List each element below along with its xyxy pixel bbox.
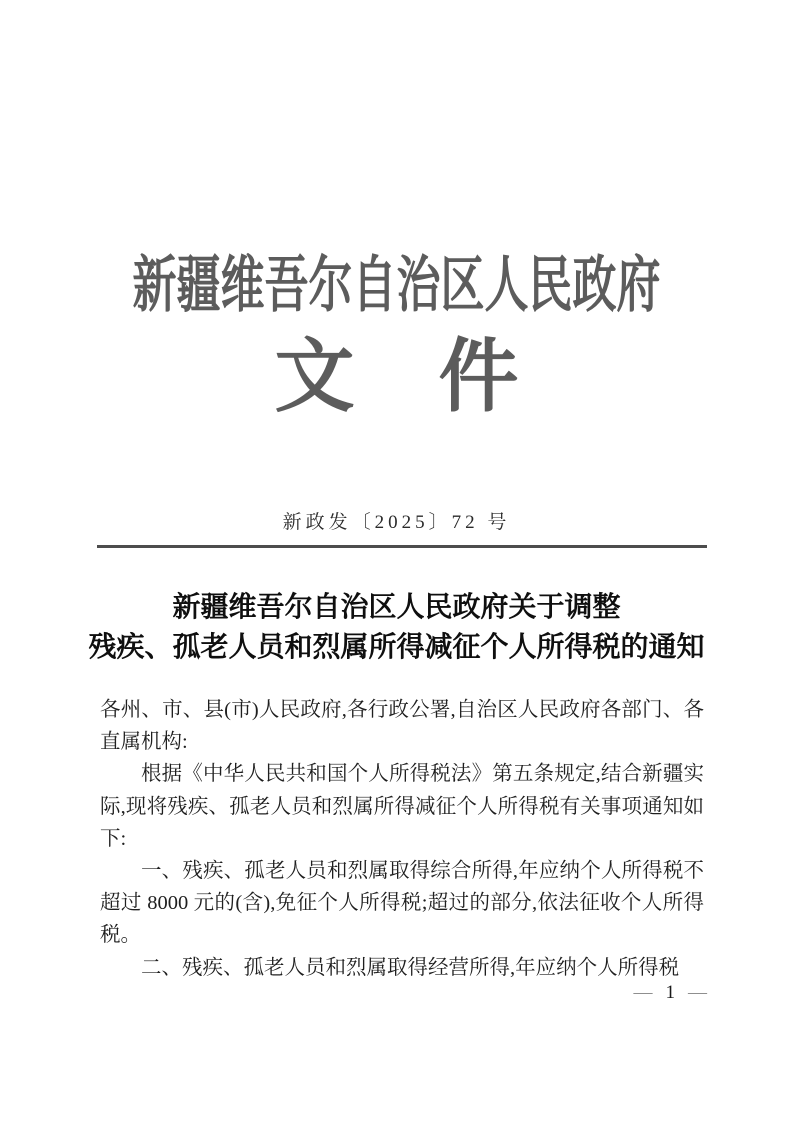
body-paragraph: 根据《中华人民共和国个人所得税法》第五条规定,结合新疆实际,现将残疾、孤老人员和烈属所得减征个人所得税有关事项通知如下:: [100, 763, 704, 850]
page-number-right-dash: —: [688, 982, 707, 1003]
page-number-value: 1: [665, 982, 675, 1003]
document-title-line2: 残疾、孤老人员和烈属所得减征个人所得税的通知: [88, 632, 705, 663]
doc-type-char-jian: 件: [438, 334, 519, 422]
document-title: [85, 588, 708, 668]
body-paragraph: 二、残疾、孤老人员和烈属取得经营所得,年应纳个人所得税: [141, 956, 680, 979]
letterhead-separator-line: [97, 545, 707, 548]
page-number-left-dash: —: [633, 982, 653, 1003]
doc-type-char-wen: 文: [274, 334, 355, 422]
salutation: 各州、市、县(市)人民政府,各行政公署,自治区人民政府各部门、各直属机构:: [100, 699, 704, 754]
document-reference-number: 新政发〔2025〕72 号: [282, 512, 511, 533]
issuing-authority-name: 新疆维吾尔自治区人民政府: [132, 251, 661, 320]
document-title-line1: 新疆维吾尔自治区人民政府关于调整: [172, 592, 621, 623]
document-type-label: [0, 334, 793, 422]
body-paragraph: 一、残疾、孤老人员和烈属取得综合所得,年应纳个人所得税不超过 8000 元的(含),免征个人所得税;超过的部分,依法征收个人所得税。: [100, 860, 704, 947]
page-number: [634, 982, 708, 1004]
document-body: [100, 694, 704, 984]
